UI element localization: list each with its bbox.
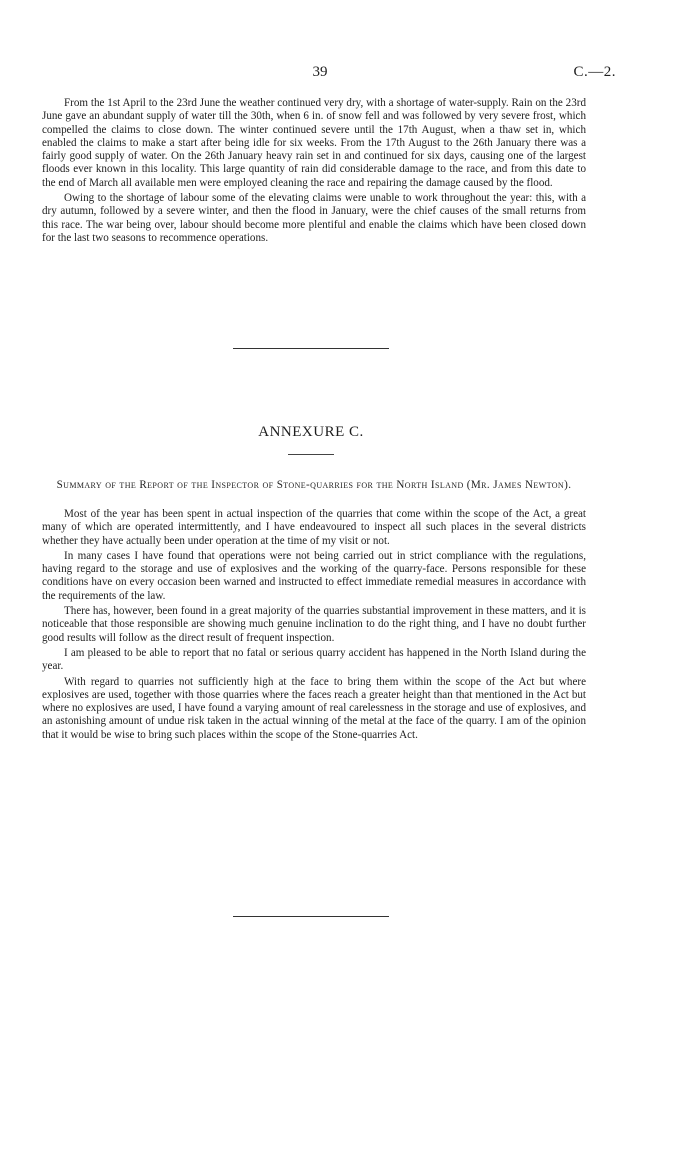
stone-quarries-report-section	[42, 508, 586, 742]
inspection-paragraph: Most of the year has been spent in actual inspection of the quarries that come within the scope of the Act, a great many of which are operated intermittently, and I have endeavoured to inspect all such places in the several districts whether they have actually been under operation at the time of my visit or not.	[42, 508, 586, 547]
heading-underline	[288, 454, 334, 455]
annexure-heading: ANNEXURE C.	[258, 424, 364, 440]
summary-heading: Summary of the Report of the Inspector of Stone-quarries for the North Island (Mr. James Newton).	[56, 479, 572, 491]
document-reference: C.—2.	[573, 64, 616, 80]
water-race-report-section	[42, 97, 586, 245]
recommendation-paragraph: With regard to quarries not sufficiently high at the face to bring them within the scope of the Act but where explosives are used, together with those quarries where the faces reach a greater height than that mentioned in the Act but where no explosives are used, I have found a varying amount of real carelessness in the storage and use of explosives, and an astonishing amount of undue risk taken in the actual winning of the metal at the face of the quarry. I am of the opinion that it would be wise to bring such places within the scope of the Stone-quarries Act.	[42, 675, 586, 741]
accident-paragraph: I am pleased to be able to report that no fatal or serious quarry accident has happened in the North Island during the year.	[42, 646, 586, 673]
improvement-paragraph: There has, however, been found in a great majority of the quarries substantial improvement in these matters, and it is noticeable that those responsible are showing much genuine inclination to do the right thing, and I have no doubt further good results will follow as the direct result of frequent inspection.	[42, 605, 586, 644]
section-divider-bottom	[233, 916, 389, 917]
page-number: 39	[312, 64, 328, 80]
labour-shortage-paragraph: Owing to the shortage of labour some of the elevating claims were unable to work throughout the year: this, with a dry autumn, followed by a severe winter, and then the flood in January, were the chief causes of the small returns from this race. The war being over, labour should become more plentiful and enable the claims which have been closed down for the last two seasons to recommence operations.	[42, 192, 586, 244]
weather-paragraph: From the 1st April to the 23rd June the weather continued very dry, with a shortage of water-supply. Rain on the 23rd June gave an abundant supply of water till the 30th, when 6 in. of snow fell and was followed by very severe frost, which compelled the claims to close down. The winter continued severe until the 17th August, when a thaw set in, which enabled the claims to make a start after being idle for six weeks. From the 17th August to the 26th January there was a fairly good supply of water. On the 26th January heavy rain set in and continued for six days, causing one of the largest floods ever known in this locality. This large quantity of rain did considerable damage to the race, and from this date to the end of March all available men were employed cleaning the race and repairing the damage caused by the flood.	[42, 97, 586, 189]
section-divider-top	[233, 348, 389, 349]
compliance-paragraph: In many cases I have found that operations were not being carried out in strict compliance with the regulations, having regard to the storage and use of explosives and the working of the quarry-face. Persons responsible for these conditions have on every occasion been warned and instructed to effect immediate remedial measures in accordance with the requirements of the law.	[42, 549, 586, 602]
